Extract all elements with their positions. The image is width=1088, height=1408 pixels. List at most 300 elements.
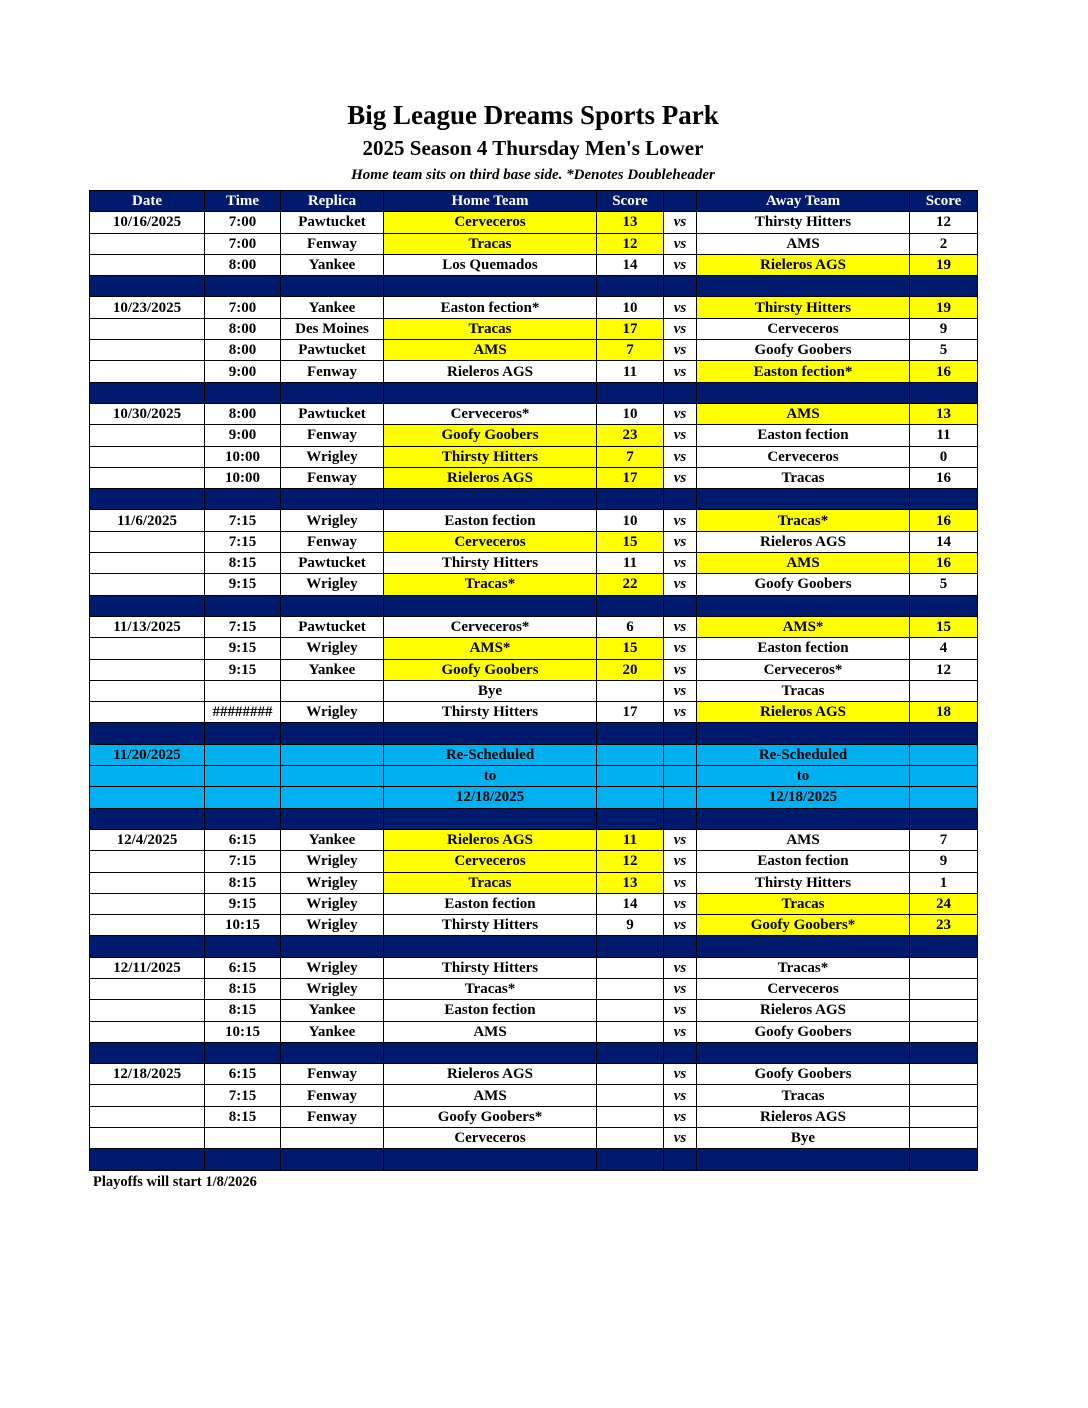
date-cell: 12/4/2025 bbox=[90, 829, 205, 850]
home-team-cell: Tracas bbox=[384, 233, 597, 254]
home-team-cell: Goofy Goobers* bbox=[384, 1106, 597, 1127]
separator-cell bbox=[205, 382, 281, 403]
replica-cell: Wrigley bbox=[281, 872, 384, 893]
replica-cell: Wrigley bbox=[281, 978, 384, 999]
away-score-cell: 7 bbox=[910, 829, 978, 850]
time-cell: 6:15 bbox=[205, 829, 281, 850]
vs-cell: vs bbox=[664, 254, 697, 275]
separator-cell bbox=[384, 808, 597, 829]
vs-cell: vs bbox=[664, 1085, 697, 1106]
home-score-cell: 9 bbox=[597, 915, 664, 936]
vs-cell: vs bbox=[664, 233, 697, 254]
home-team-cell: Thirsty Hitters bbox=[384, 957, 597, 978]
table-row bbox=[90, 638, 978, 659]
vs-cell: vs bbox=[664, 1128, 697, 1149]
home-team-cell: AMS* bbox=[384, 638, 597, 659]
separator-cell bbox=[697, 1149, 910, 1170]
separator-cell bbox=[205, 595, 281, 616]
time-cell: 8:00 bbox=[205, 254, 281, 275]
home-score-cell: 12 bbox=[597, 851, 664, 872]
replica-cell bbox=[281, 680, 384, 701]
vs-cell bbox=[664, 787, 697, 808]
away-score-cell bbox=[910, 744, 978, 765]
separator-cell bbox=[281, 382, 384, 403]
column-header-date: Date bbox=[90, 191, 205, 212]
away-score-cell bbox=[910, 1021, 978, 1042]
home-score-cell: 17 bbox=[597, 318, 664, 339]
away-team-cell: Thirsty Hitters bbox=[697, 297, 910, 318]
table-row bbox=[90, 318, 978, 339]
separator-cell bbox=[664, 382, 697, 403]
away-team-cell: AMS bbox=[697, 233, 910, 254]
date-cell: 10/23/2025 bbox=[90, 297, 205, 318]
home-score-cell: 10 bbox=[597, 297, 664, 318]
separator-cell bbox=[664, 595, 697, 616]
home-team-cell: Thirsty Hitters bbox=[384, 702, 597, 723]
separator-cell bbox=[281, 489, 384, 510]
away-score-cell bbox=[910, 1000, 978, 1021]
time-cell: 8:00 bbox=[205, 403, 281, 424]
separator-row bbox=[90, 808, 978, 829]
home-team-cell: Thirsty Hitters bbox=[384, 915, 597, 936]
separator-cell bbox=[910, 723, 978, 744]
date-cell bbox=[90, 638, 205, 659]
away-team-cell: AMS bbox=[697, 829, 910, 850]
table-row bbox=[90, 425, 978, 446]
date-cell bbox=[90, 233, 205, 254]
home-score-cell: 7 bbox=[597, 340, 664, 361]
home-score-cell bbox=[597, 680, 664, 701]
home-score-cell bbox=[597, 957, 664, 978]
away-team-cell: Re-Scheduled bbox=[697, 744, 910, 765]
away-score-cell: 5 bbox=[910, 574, 978, 595]
away-score-cell bbox=[910, 1128, 978, 1149]
away-score-cell: 16 bbox=[910, 510, 978, 531]
time-cell: 8:15 bbox=[205, 1000, 281, 1021]
schedule-table bbox=[89, 190, 978, 1171]
separator-cell bbox=[205, 808, 281, 829]
column-header-home-score: Score bbox=[597, 191, 664, 212]
separator-cell bbox=[697, 382, 910, 403]
home-team-cell: Rieleros AGS bbox=[384, 467, 597, 488]
away-team-cell: Goofy Goobers* bbox=[697, 915, 910, 936]
home-team-cell: Los Quemados bbox=[384, 254, 597, 275]
home-score-cell bbox=[597, 744, 664, 765]
away-team-cell: AMS bbox=[697, 553, 910, 574]
replica-cell: Wrigley bbox=[281, 446, 384, 467]
away-score-cell: 16 bbox=[910, 361, 978, 382]
home-score-cell: 22 bbox=[597, 574, 664, 595]
table-row bbox=[90, 212, 978, 233]
time-cell: 10:15 bbox=[205, 1021, 281, 1042]
home-score-cell bbox=[597, 1000, 664, 1021]
column-header-away-team: Away Team bbox=[697, 191, 910, 212]
away-score-cell bbox=[910, 1106, 978, 1127]
away-team-cell: Tracas bbox=[697, 893, 910, 914]
table-row bbox=[90, 1021, 978, 1042]
away-team-cell: Tracas bbox=[697, 680, 910, 701]
replica-cell: Pawtucket bbox=[281, 403, 384, 424]
away-team-cell: Easton fection bbox=[697, 851, 910, 872]
separator-row bbox=[90, 276, 978, 297]
home-score-cell bbox=[597, 766, 664, 787]
away-score-cell: 19 bbox=[910, 254, 978, 275]
vs-cell: vs bbox=[664, 872, 697, 893]
away-team-cell: Rieleros AGS bbox=[697, 1106, 910, 1127]
time-cell: ######## bbox=[205, 702, 281, 723]
separator-cell bbox=[90, 276, 205, 297]
page-title: Big League Dreams Sports Park bbox=[347, 100, 719, 130]
away-score-cell: 12 bbox=[910, 212, 978, 233]
home-team-cell: Goofy Goobers bbox=[384, 425, 597, 446]
separator-cell bbox=[384, 595, 597, 616]
time-cell: 8:15 bbox=[205, 553, 281, 574]
time-cell: 9:15 bbox=[205, 638, 281, 659]
home-score-cell: 13 bbox=[597, 872, 664, 893]
table-row bbox=[90, 893, 978, 914]
replica-cell: Fenway bbox=[281, 1064, 384, 1085]
time-cell: 8:00 bbox=[205, 318, 281, 339]
separator-cell bbox=[697, 936, 910, 957]
home-team-cell: 12/18/2025 bbox=[384, 787, 597, 808]
separator-cell bbox=[90, 1042, 205, 1063]
table-row bbox=[90, 915, 978, 936]
date-cell bbox=[90, 978, 205, 999]
away-team-cell: Cerveceros* bbox=[697, 659, 910, 680]
away-score-cell: 12 bbox=[910, 659, 978, 680]
home-score-cell: 14 bbox=[597, 893, 664, 914]
home-team-cell: Cerveceros bbox=[384, 1128, 597, 1149]
playoffs-note: Playoffs will start 1/8/2026 bbox=[93, 1174, 257, 1190]
away-score-cell bbox=[910, 1064, 978, 1085]
separator-cell bbox=[664, 1149, 697, 1170]
date-cell: 10/30/2025 bbox=[90, 403, 205, 424]
away-score-cell bbox=[910, 978, 978, 999]
table-row bbox=[90, 446, 978, 467]
vs-cell: vs bbox=[664, 978, 697, 999]
table-row bbox=[90, 574, 978, 595]
away-score-cell: 24 bbox=[910, 893, 978, 914]
separator-cell bbox=[664, 1042, 697, 1063]
home-team-cell: Bye bbox=[384, 680, 597, 701]
vs-cell: vs bbox=[664, 318, 697, 339]
time-cell: 8:00 bbox=[205, 340, 281, 361]
replica-cell: Wrigley bbox=[281, 893, 384, 914]
vs-cell: vs bbox=[664, 851, 697, 872]
home-score-cell bbox=[597, 1064, 664, 1085]
home-team-cell: AMS bbox=[384, 1021, 597, 1042]
away-team-cell: Goofy Goobers bbox=[697, 574, 910, 595]
vs-cell: vs bbox=[664, 1064, 697, 1085]
date-cell: 12/18/2025 bbox=[90, 1064, 205, 1085]
separator-cell bbox=[597, 382, 664, 403]
vs-cell bbox=[664, 744, 697, 765]
separator-cell bbox=[664, 936, 697, 957]
replica-cell: Pawtucket bbox=[281, 616, 384, 637]
separator-cell bbox=[597, 1149, 664, 1170]
replica-cell: Fenway bbox=[281, 233, 384, 254]
away-score-cell: 11 bbox=[910, 425, 978, 446]
date-cell bbox=[90, 553, 205, 574]
table-row bbox=[90, 872, 978, 893]
away-score-cell: 23 bbox=[910, 915, 978, 936]
separator-cell bbox=[205, 489, 281, 510]
home-team-cell: Easton fection bbox=[384, 1000, 597, 1021]
date-cell: 11/13/2025 bbox=[90, 616, 205, 637]
date-cell bbox=[90, 467, 205, 488]
column-header-home-team: Home Team bbox=[384, 191, 597, 212]
home-score-cell: 11 bbox=[597, 829, 664, 850]
away-team-cell: Easton fection bbox=[697, 638, 910, 659]
table-row bbox=[90, 1085, 978, 1106]
replica-cell bbox=[281, 744, 384, 765]
home-score-cell bbox=[597, 1085, 664, 1106]
away-score-cell: 9 bbox=[910, 851, 978, 872]
home-team-cell: Cerveceros bbox=[384, 531, 597, 552]
away-team-cell: Easton fection bbox=[697, 425, 910, 446]
away-score-cell bbox=[910, 957, 978, 978]
date-cell bbox=[90, 787, 205, 808]
date-cell bbox=[90, 254, 205, 275]
replica-cell: Yankee bbox=[281, 1000, 384, 1021]
replica-cell: Wrigley bbox=[281, 702, 384, 723]
date-cell: 11/6/2025 bbox=[90, 510, 205, 531]
away-team-cell: Tracas bbox=[697, 467, 910, 488]
separator-cell bbox=[910, 276, 978, 297]
vs-cell: vs bbox=[664, 638, 697, 659]
home-team-cell: Thirsty Hitters bbox=[384, 553, 597, 574]
home-score-cell: 6 bbox=[597, 616, 664, 637]
away-team-cell: Tracas* bbox=[697, 957, 910, 978]
away-team-cell: Thirsty Hitters bbox=[697, 872, 910, 893]
date-cell bbox=[90, 531, 205, 552]
separator-cell bbox=[597, 808, 664, 829]
separator-cell bbox=[281, 936, 384, 957]
vs-cell: vs bbox=[664, 829, 697, 850]
time-cell: 7:15 bbox=[205, 851, 281, 872]
date-cell bbox=[90, 1106, 205, 1127]
vs-cell: vs bbox=[664, 702, 697, 723]
away-score-cell: 15 bbox=[910, 616, 978, 637]
vs-cell: vs bbox=[664, 510, 697, 531]
vs-cell: vs bbox=[664, 340, 697, 361]
away-score-cell bbox=[910, 680, 978, 701]
time-cell: 9:15 bbox=[205, 893, 281, 914]
replica-cell: Yankee bbox=[281, 829, 384, 850]
time-cell bbox=[205, 787, 281, 808]
vs-cell: vs bbox=[664, 1000, 697, 1021]
table-row bbox=[90, 1064, 978, 1085]
table-row bbox=[90, 553, 978, 574]
home-team-cell: Tracas* bbox=[384, 574, 597, 595]
time-cell bbox=[205, 680, 281, 701]
vs-cell: vs bbox=[664, 467, 697, 488]
separator-cell bbox=[384, 1042, 597, 1063]
replica-cell bbox=[281, 787, 384, 808]
separator-cell bbox=[697, 276, 910, 297]
replica-cell: Fenway bbox=[281, 1085, 384, 1106]
home-score-cell: 13 bbox=[597, 212, 664, 233]
time-cell: 9:00 bbox=[205, 425, 281, 446]
home-score-cell: 12 bbox=[597, 233, 664, 254]
separator-cell bbox=[90, 595, 205, 616]
table-row bbox=[90, 680, 978, 701]
date-cell bbox=[90, 766, 205, 787]
separator-cell bbox=[697, 1042, 910, 1063]
date-cell bbox=[90, 851, 205, 872]
date-cell: 10/16/2025 bbox=[90, 212, 205, 233]
separator-cell bbox=[597, 1042, 664, 1063]
separator-row bbox=[90, 723, 978, 744]
away-team-cell: Cerveceros bbox=[697, 318, 910, 339]
separator-cell bbox=[281, 723, 384, 744]
away-team-cell: Rieleros AGS bbox=[697, 254, 910, 275]
separator-cell bbox=[664, 276, 697, 297]
home-score-cell bbox=[597, 1106, 664, 1127]
vs-cell: vs bbox=[664, 446, 697, 467]
separator-cell bbox=[664, 489, 697, 510]
vs-cell: vs bbox=[664, 680, 697, 701]
time-cell: 8:15 bbox=[205, 978, 281, 999]
home-team-cell: Re-Scheduled bbox=[384, 744, 597, 765]
separator-cell bbox=[90, 723, 205, 744]
separator-cell bbox=[90, 936, 205, 957]
home-team-cell: Tracas* bbox=[384, 978, 597, 999]
away-team-cell: Easton fection* bbox=[697, 361, 910, 382]
home-team-cell: AMS bbox=[384, 1085, 597, 1106]
date-cell bbox=[90, 893, 205, 914]
separator-cell bbox=[597, 489, 664, 510]
home-score-cell: 23 bbox=[597, 425, 664, 446]
vs-cell: vs bbox=[664, 553, 697, 574]
away-team-cell: Thirsty Hitters bbox=[697, 212, 910, 233]
separator-cell bbox=[597, 936, 664, 957]
time-cell: 10:00 bbox=[205, 467, 281, 488]
table-row bbox=[90, 1000, 978, 1021]
separator-row bbox=[90, 595, 978, 616]
time-cell: 8:15 bbox=[205, 1106, 281, 1127]
header-note: Home team sits on third base side. *Denotes Doubleheader bbox=[351, 167, 715, 183]
date-cell bbox=[90, 425, 205, 446]
home-team-cell: Tracas bbox=[384, 318, 597, 339]
separator-cell bbox=[597, 595, 664, 616]
time-cell: 7:15 bbox=[205, 616, 281, 637]
away-score-cell: 2 bbox=[910, 233, 978, 254]
date-cell bbox=[90, 574, 205, 595]
separator-cell bbox=[90, 489, 205, 510]
table-row bbox=[90, 403, 978, 424]
replica-cell: Fenway bbox=[281, 531, 384, 552]
home-team-cell: Easton fection* bbox=[384, 297, 597, 318]
vs-cell: vs bbox=[664, 574, 697, 595]
replica-cell bbox=[281, 1128, 384, 1149]
away-score-cell: 18 bbox=[910, 702, 978, 723]
separator-cell bbox=[281, 276, 384, 297]
table-row bbox=[90, 361, 978, 382]
replica-cell: Fenway bbox=[281, 467, 384, 488]
date-cell bbox=[90, 446, 205, 467]
replica-cell: Yankee bbox=[281, 659, 384, 680]
away-score-cell: 9 bbox=[910, 318, 978, 339]
replica-cell: Yankee bbox=[281, 1021, 384, 1042]
home-score-cell bbox=[597, 978, 664, 999]
time-cell: 8:15 bbox=[205, 872, 281, 893]
replica-cell: Wrigley bbox=[281, 851, 384, 872]
away-team-cell: Tracas* bbox=[697, 510, 910, 531]
table-row bbox=[90, 340, 978, 361]
separator-cell bbox=[697, 808, 910, 829]
separator-cell bbox=[384, 276, 597, 297]
rescheduled-row bbox=[90, 744, 978, 765]
table-row bbox=[90, 659, 978, 680]
table-row bbox=[90, 467, 978, 488]
away-team-cell: AMS bbox=[697, 403, 910, 424]
vs-cell: vs bbox=[664, 403, 697, 424]
separator-cell bbox=[281, 808, 384, 829]
away-team-cell: Rieleros AGS bbox=[697, 702, 910, 723]
time-cell bbox=[205, 744, 281, 765]
away-score-cell: 16 bbox=[910, 467, 978, 488]
home-team-cell: Cerveceros bbox=[384, 851, 597, 872]
home-score-cell: 7 bbox=[597, 446, 664, 467]
home-team-cell: to bbox=[384, 766, 597, 787]
away-score-cell: 14 bbox=[910, 531, 978, 552]
away-score-cell: 0 bbox=[910, 446, 978, 467]
separator-cell bbox=[910, 1149, 978, 1170]
time-cell: 10:15 bbox=[205, 915, 281, 936]
table-row bbox=[90, 1128, 978, 1149]
home-team-cell: Easton fection bbox=[384, 893, 597, 914]
column-header-away-score: Score bbox=[910, 191, 978, 212]
table-row bbox=[90, 851, 978, 872]
vs-cell: vs bbox=[664, 425, 697, 446]
time-cell: 7:15 bbox=[205, 531, 281, 552]
away-score-cell: 13 bbox=[910, 403, 978, 424]
date-cell bbox=[90, 318, 205, 339]
vs-cell bbox=[664, 766, 697, 787]
home-score-cell: 11 bbox=[597, 553, 664, 574]
replica-cell: Wrigley bbox=[281, 638, 384, 659]
separator-row bbox=[90, 936, 978, 957]
vs-cell: vs bbox=[664, 1021, 697, 1042]
separator-cell bbox=[910, 595, 978, 616]
home-score-cell: 11 bbox=[597, 361, 664, 382]
home-score-cell: 17 bbox=[597, 467, 664, 488]
separator-row bbox=[90, 382, 978, 403]
column-header-time: Time bbox=[205, 191, 281, 212]
separator-cell bbox=[205, 723, 281, 744]
home-team-cell: Tracas bbox=[384, 872, 597, 893]
date-cell bbox=[90, 1000, 205, 1021]
separator-cell bbox=[90, 1149, 205, 1170]
table-row bbox=[90, 233, 978, 254]
away-team-cell: to bbox=[697, 766, 910, 787]
rescheduled-row bbox=[90, 766, 978, 787]
time-cell: 7:15 bbox=[205, 510, 281, 531]
vs-cell: vs bbox=[664, 531, 697, 552]
date-cell: 12/11/2025 bbox=[90, 957, 205, 978]
away-score-cell bbox=[910, 787, 978, 808]
separator-cell bbox=[697, 489, 910, 510]
table-row bbox=[90, 1106, 978, 1127]
time-cell: 6:15 bbox=[205, 1064, 281, 1085]
table-row bbox=[90, 510, 978, 531]
home-score-cell: 20 bbox=[597, 659, 664, 680]
vs-cell: vs bbox=[664, 957, 697, 978]
page-subtitle: 2025 Season 4 Thursday Men's Lower bbox=[362, 136, 704, 160]
separator-cell bbox=[697, 723, 910, 744]
time-cell: 6:15 bbox=[205, 957, 281, 978]
